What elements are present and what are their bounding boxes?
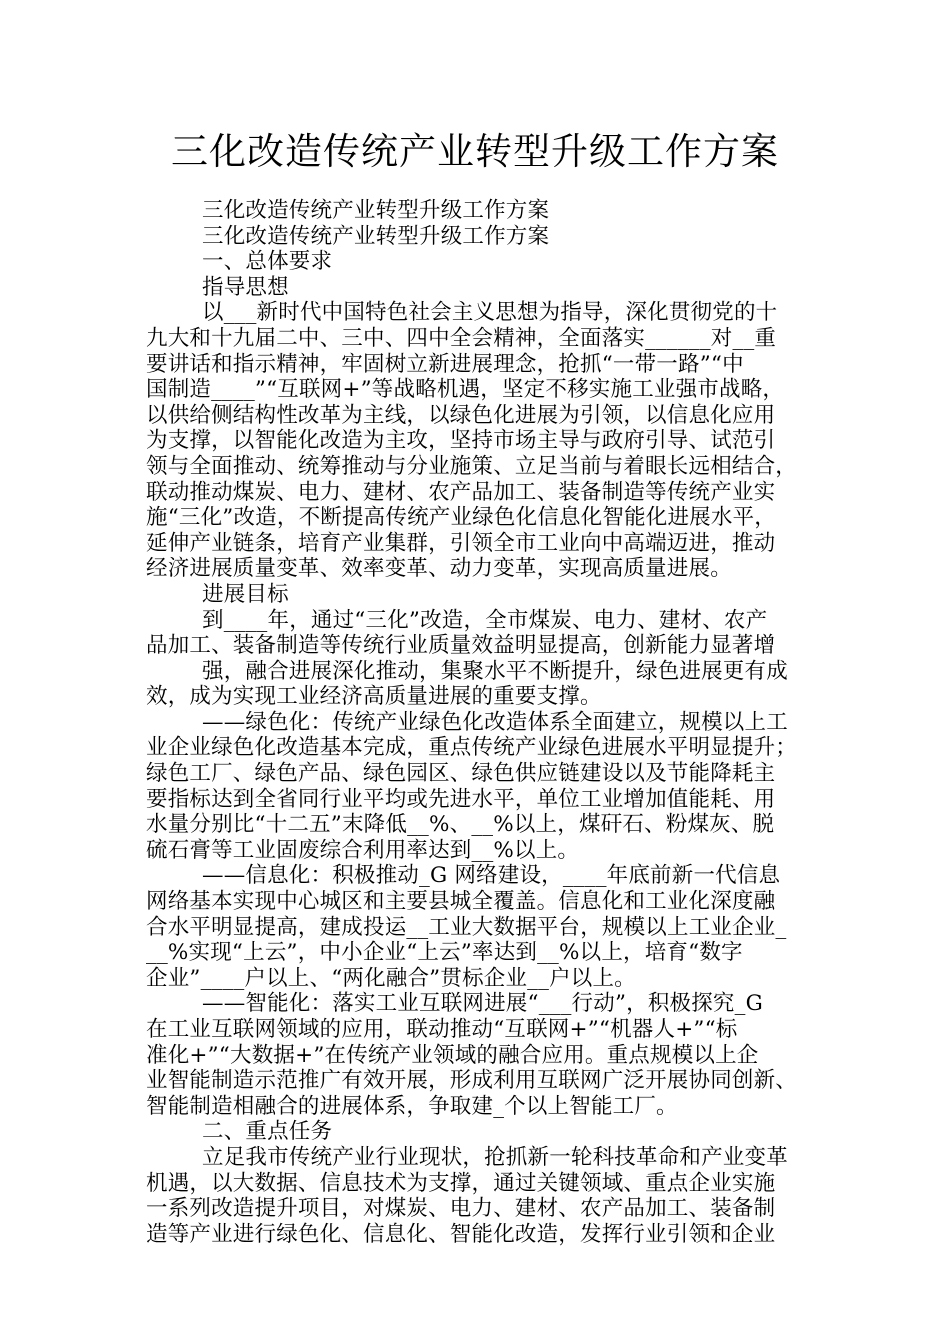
text-line: 智能制造相融合的进展体系，争取建_个以上智能工厂。: [146, 1093, 678, 1119]
text-line: 为支撑，以智能化改造为主攻，坚持市场主导与政府引导、试范引: [146, 428, 776, 454]
text-line: 以供给侧结构性改革为主线，以绿色化进展为引领，以信息化应用: [146, 402, 776, 428]
text-line: 施“三化”改造，不断提高传统产业绿色化信息化智能化进展水平，: [146, 505, 776, 531]
text-line: 要指标达到全省同行业平均或先进水平，单位工业增加值能耗、用: [146, 786, 776, 812]
text-line: 绿色工厂、绿色产品、绿色园区、绿色供应链建设以及节能降耗主: [146, 761, 776, 787]
text-line: 九大和十九届二中、三中、四中全会精神，全面落实______对__重: [146, 325, 777, 351]
text-line: 品加工、装备制造等传统行业质量效益明显提高，创新能力显著增: [146, 633, 776, 659]
text-line: 经济进展质量变革、效率变革、动力变革，实现高质量进展。: [146, 556, 732, 582]
text-line: 要讲话和指示精神，牢固树立新进展理念，抢抓“一带一路”“中: [146, 351, 744, 377]
page-title: 三化改造传统产业转型升级工作方案: [171, 130, 779, 173]
text-line: 业企业绿色化改造基本完成，重点传统产业绿色进展水平明显提升；: [146, 735, 798, 761]
text-line: 效，成为实现工业经济高质量进展的重要支撑。: [146, 684, 602, 710]
text-line: 指导思想: [202, 274, 289, 300]
text-line: 一、总体要求: [202, 249, 333, 275]
text-line: 领与全面推动、统筹推动与分业施策、立足当前与着眼长远相结合，: [146, 453, 798, 479]
text-line: 企业”____户以上、“两化融合”贯标企业__户以上。: [146, 965, 636, 991]
text-line: ——信息化：积极推动_G 网络建设，____年底前新一代信息: [202, 863, 781, 889]
text-line: 硫石膏等工业固废综合利用率达到__%以上。: [146, 837, 580, 863]
text-line: 联动推动煤炭、电力、建材、农产品加工、装备制造等传统产业实: [146, 479, 776, 505]
text-line: 准化+”“大数据+”在传统产业领域的融合应用。重点规模以上企: [146, 1042, 759, 1068]
text-line: 一系列改造提升项目，对煤炭、电力、建材、农产品加工、装备制: [146, 1196, 776, 1222]
text-line: 机遇，以大数据、信息技术为支撑，通过关键领域、重点企业实施: [146, 1170, 776, 1196]
text-line: 国制造____”“互联网+”等战略机遇，坚定不移实施工业强市战略，: [146, 377, 785, 403]
text-line: __%实现“上云”，中小企业“上云”率达到__%以上，培育“数字: [146, 940, 743, 966]
text-line: 进展目标: [202, 581, 289, 607]
text-line: 三化改造传统产业转型升级工作方案: [202, 223, 550, 249]
text-line: 在工业互联网领域的应用，联动推动“互联网+”“机器人+”“标: [146, 1017, 738, 1042]
text-line: 水量分别比“十二五”末降低__%、__%以上，煤矸石、粉煤灰、脱: [146, 812, 775, 838]
text-line: 合水平明显提高，建成投运__工业大数据平台，规模以上工业企业_: [146, 914, 787, 940]
text-line: ——智能化：落实工业互联网进展“___行动”，积极探究_G: [202, 991, 763, 1017]
text-line: 强，融合进展深化推动，集聚水平不断提升，绿色进展更有成: [202, 658, 788, 684]
text-line: 以___新时代中国特色社会主义思想为指导，深化贯彻党的十: [202, 300, 778, 326]
text-line: 网络基本实现中心城区和主要县城全覆盖。信息化和工业化深度融: [146, 889, 776, 915]
text-line: 业智能制造示范推广有效开展，形成利用互联网广泛开展协同创新、: [146, 1068, 798, 1094]
text-line: 造等产业进行绿色化、信息化、智能化改造，发挥行业引领和企业: [146, 1221, 776, 1247]
text-line: 延伸产业链条，培育产业集群，引领全市工业向中高端迈进，推动: [146, 530, 776, 556]
text-line: 到____年，通过“三化”改造，全市煤炭、电力、建材、农产: [202, 607, 768, 633]
text-line: ——绿色化：传统产业绿色化改造体系全面建立，规模以上工: [202, 709, 788, 735]
document-body: [146, 198, 836, 1247]
text-line: 二、重点任务: [202, 1119, 333, 1145]
text-line: 立足我市传统产业行业现状，抢抓新一轮科技革命和产业变革: [202, 1144, 788, 1170]
text-line: 三化改造传统产业转型升级工作方案: [202, 198, 550, 223]
